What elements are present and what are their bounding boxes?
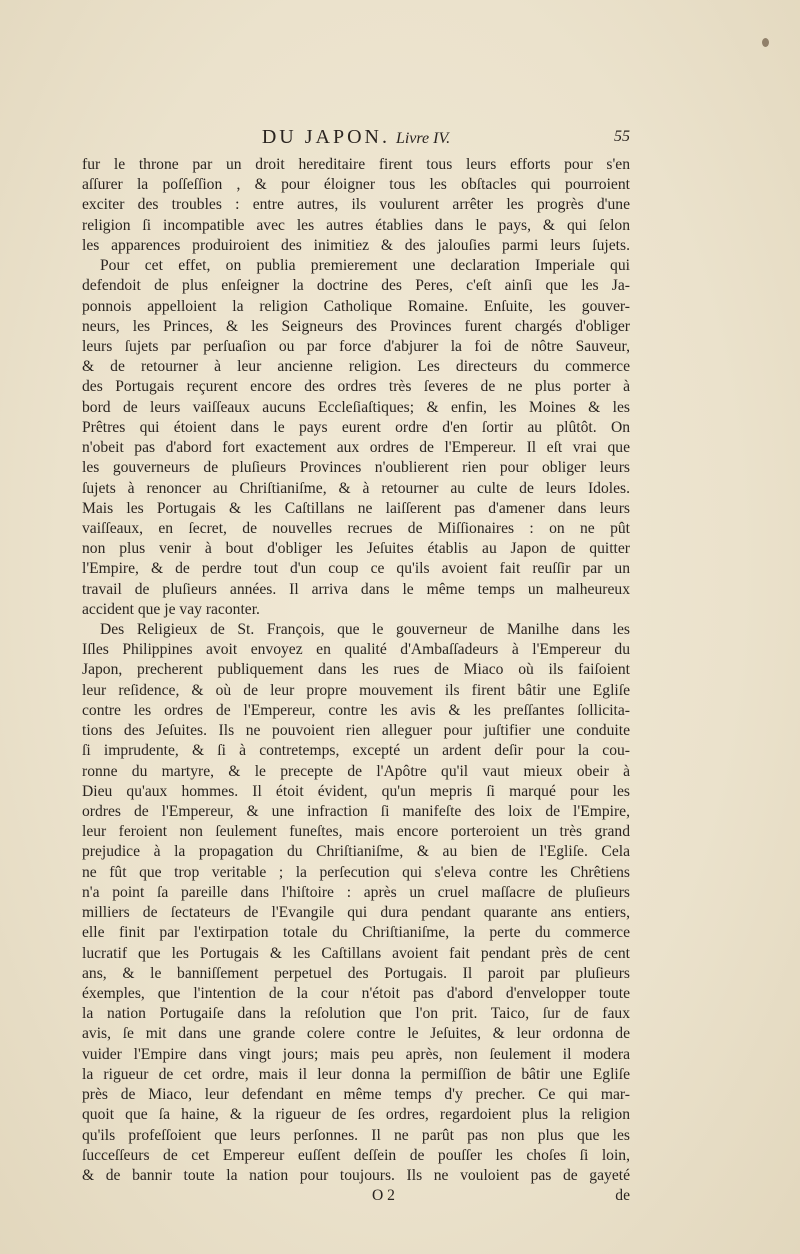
text-line: ſi imprudente, & ſi à contretemps, excepté un ardent deſir pour la cou- bbox=[82, 742, 630, 760]
text-line: defendoit de plus enſeigner la doctrine des Peres, c'eſt ainſi que les Ja- bbox=[82, 277, 630, 295]
text-line: leur reſidence, & où de leur propre mouvement ils firent bâtir une Egliſe bbox=[82, 681, 630, 699]
text-line: lucratif que les Portugais & les Caſtillans avoient fait pendant près de cent bbox=[82, 944, 630, 962]
text-line: avis, ſe mit dans une grande colere contre le Jeſuites, & leur ordonna de bbox=[82, 1025, 630, 1043]
text-line: aſſurer la poſſeſſion , & pour éloigner tous les obſtacles qui pourroient bbox=[82, 176, 630, 194]
text-line: & de retourner à leur ancienne religion. Les directeurs du commerce bbox=[82, 358, 630, 376]
page-number: 55 bbox=[614, 128, 630, 145]
text-line: Dieu qu'aux hommes. Il étoit évident, qu'un mepris ſi marqué pour les bbox=[82, 782, 630, 800]
text-line: les gouverneurs de pluſieurs Provinces n'oublierent rien pour obliger leurs bbox=[82, 459, 630, 477]
text-line: tions des Jeſuites. Ils ne pouvoient rien alleguer pour juſtifier une conduite bbox=[82, 722, 630, 740]
running-title-text: DU JAPON. bbox=[261, 126, 390, 148]
text-line: Pour cet effet, on publia premierement une declaration Imperiale qui bbox=[100, 257, 630, 275]
text-line: quoit que ſa haine, & la rigueur de ſes ordres, regardoient plus la religion bbox=[82, 1106, 630, 1124]
text-line: qu'ils profeſſoient que leurs perſonnes. Il ne parût pas non plus que les bbox=[82, 1126, 630, 1144]
catchword: de bbox=[615, 1187, 630, 1205]
text-line: leurs ſujets par perſuaſion ou par force d'abjurer la foi de nôtre Sauveur, bbox=[82, 337, 630, 355]
text-line: contre les ordres de l'Empereur, contre les avis & les preſſantes ſollicita- bbox=[82, 701, 630, 719]
text-line: Mais les Portugais & les Caſtillans ne laiſſerent pas d'amener dans leurs bbox=[82, 499, 630, 517]
text-line: travail de pluſieurs années. Il arriva dans le même temps un malheureux bbox=[82, 580, 630, 598]
text-line: fur le throne par un droit hereditaire firent tous leurs efforts pour s'en bbox=[82, 156, 630, 173]
text-line: les apparences produiroient des inimitiez & des jalouſies parmi leurs ſujets. bbox=[82, 236, 630, 254]
text-line: Iſles Philippines avoit envoyez en qualité d'Ambaſſadeurs à l'Empereur du bbox=[82, 641, 630, 659]
text-line: ſucceſſeurs de cet Empereur euſſent deſſein de pouſſer les choſes ſi loin, bbox=[82, 1146, 630, 1164]
text-line: ſujets à renoncer au Chriſtianiſme, & à retourner au culte de leurs Idoles. bbox=[82, 479, 630, 497]
text-line: vuider l'Empire dans vingt jours; mais peu après, non ſeulement il modera bbox=[82, 1045, 630, 1063]
text-line: exciter des troubles : entre autres, ils voulurent arrêter les progrès d'une bbox=[82, 196, 630, 214]
text-line: elle finit par l'extirpation totale du Chriſtianiſme, la perte du commerce bbox=[82, 924, 630, 942]
body-text bbox=[82, 155, 630, 1186]
text-line: prejudice à la propagation du Chriſtianiſme, & au bien de l'Egliſe. Cela bbox=[82, 843, 630, 861]
text-line: & de bannir toute la nation pour toujours. Ils ne vouloient pas de gayeté bbox=[82, 1166, 630, 1184]
text-line: n'obeit pas d'abord fort exactement aux ordres de l'Empereur. Il eſt vrai que bbox=[82, 439, 630, 457]
text-line: leur feroient non ſeulement funeſtes, mais encore porteroient un très grand bbox=[82, 823, 630, 841]
text-line: vaiſſeaux, en ſecret, de nouvelles recrues de Miſſionaires : on ne pût bbox=[82, 519, 630, 537]
running-title bbox=[82, 126, 630, 149]
text-line: Des Religieux de St. François, que le gouverneur de Manilhe dans les bbox=[100, 621, 630, 639]
text-line: n'a point ſa pareille dans l'hiſtoire : après un cruel maſſacre de pluſieurs bbox=[82, 883, 630, 901]
text-line: des Portugais reçurent encore des ordres très ſeveres de ne plus porter à bbox=[82, 378, 630, 396]
text-line: milliers de ſectateurs de l'Evangile qui dura pendant quarante ans entiers, bbox=[82, 904, 630, 922]
text-line: ronne du martyre, & le precepte de l'Apôtre qu'il vaut mieux obeir à bbox=[82, 762, 630, 780]
footer-line bbox=[82, 1187, 630, 1207]
text-line: neurs, les Princes, & les Seigneurs des Provinces furent chargés d'obliger bbox=[82, 317, 630, 335]
text-line: non plus venir à bout d'obliger les Jeſuites établis au Japon de quitter bbox=[82, 540, 630, 558]
text-line: bord de leurs vaiſſeaux aucuns Eccleſiaſtiques; & enfin, les Moines & les bbox=[82, 398, 630, 416]
text-line: ponnois appelloient la religion Catholique Romaine. Enſuite, les gouver- bbox=[82, 297, 630, 315]
running-head bbox=[82, 126, 630, 150]
text-line: religion ſi incompatible avec les autres établies dans le pays, & qui ſelon bbox=[82, 216, 630, 234]
text-line: ordres de l'Empereur, & une infraction ſi manifeſte des loix de l'Empire, bbox=[82, 803, 630, 820]
text-line: accident que je vay raconter. bbox=[82, 600, 260, 618]
text-line: éxemples, que l'intention de la cour n'étoit pas d'abord d'envelopper toute bbox=[82, 984, 630, 1002]
text-line: près de Miaco, leur defendant en même temps d'y precher. Ce qui mar- bbox=[82, 1086, 630, 1104]
ink-stain bbox=[762, 38, 769, 47]
text-line: la nation Portugaiſe dans la reſolution que l'on prit. Taico, ſur de faux bbox=[82, 1005, 630, 1023]
printer-signature: O 2 bbox=[372, 1187, 395, 1205]
text-line: Prêtres qui étoient dans le pays eurent ordre d'en ſortir au plûtôt. On bbox=[82, 418, 630, 436]
text-line: Japon, precherent publiquement dans les rues de Miaco où ils faiſoient bbox=[82, 661, 630, 679]
text-line: ans, & le banniſſement perpetuel des Portugais. Il paroit par pluſieurs bbox=[82, 964, 630, 982]
text-line: ne fût que trop veritable ; la perſecution qui s'eleva contre les Chrêtiens bbox=[82, 863, 630, 881]
text-line: la rigueur de cet ordre, mais il leur donna la permiſſion de bâtir une Egliſe bbox=[82, 1065, 630, 1083]
running-title-book: Livre IV. bbox=[395, 130, 451, 147]
text-line: l'Empire, & de perdre tout d'un coup ce qu'ils avoient fait reuſſir par un bbox=[82, 560, 630, 578]
